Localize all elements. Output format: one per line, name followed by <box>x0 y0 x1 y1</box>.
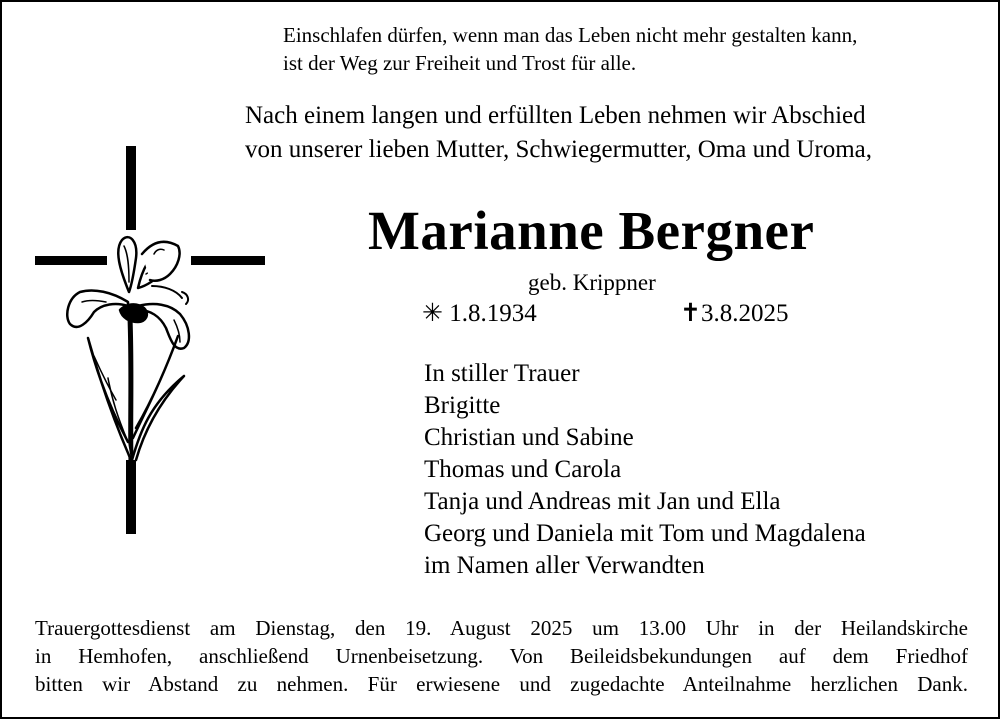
death-date: 3.8.2025 <box>700 300 789 327</box>
mourner-line: Georg und Daniela mit Tom und Magdalena <box>424 520 866 547</box>
death-cross-icon: ✝ <box>680 300 701 327</box>
mourner-line: Christian und Sabine <box>424 424 634 451</box>
service-line-3: bitten wir Abstand zu nehmen. Für erwiesene und zugedachte Anteilnahme herzlichen Dank. <box>35 672 968 696</box>
cross-with-iris-icon <box>32 142 268 538</box>
motto-line-2: ist der Weg zur Freiheit und Trost für alle. <box>283 51 637 75</box>
cross-right-beam <box>191 256 265 265</box>
intro-line-2: von unserer lieben Mutter, Schwiegermutter, Oma und Uroma, <box>245 136 872 163</box>
mourner-line: Tanja und Andreas mit Jan und Ella <box>424 488 781 515</box>
mourner-line: Brigitte <box>424 392 501 419</box>
birth-date-group <box>422 298 537 330</box>
birth-star-icon: ✳ <box>422 300 443 327</box>
mourners-heading: In stiller Trauer <box>424 360 580 387</box>
cross-upper-beam <box>126 146 136 230</box>
birth-date: 1.8.1934 <box>449 300 537 327</box>
deceased-name: Marianne Bergner <box>368 200 815 261</box>
iris-flower-drawing <box>67 237 189 462</box>
mourner-line: im Namen aller Verwandten <box>424 552 705 579</box>
death-date-group <box>680 298 788 330</box>
cross-lower-beam <box>126 460 136 534</box>
intro-line-1: Nach einem langen und erfüllten Leben nehmen wir Abschied <box>245 102 866 129</box>
service-line-2: in Hemhofen, anschließend Urnenbeisetzung. Von Beileidsbekundungen auf dem Friedhof <box>35 644 968 668</box>
mourner-line: Thomas und Carola <box>424 456 622 483</box>
cross-left-beam <box>35 256 107 265</box>
birth-name: geb. Krippner <box>528 270 656 295</box>
service-line-1: Trauergottesdienst am Dienstag, den 19. August 2025 um 13.00 Uhr in der Heilandskirche <box>35 616 968 640</box>
motto-line-1: Einschlafen dürfen, wenn man das Leben nicht mehr gestalten kann, <box>283 23 858 47</box>
